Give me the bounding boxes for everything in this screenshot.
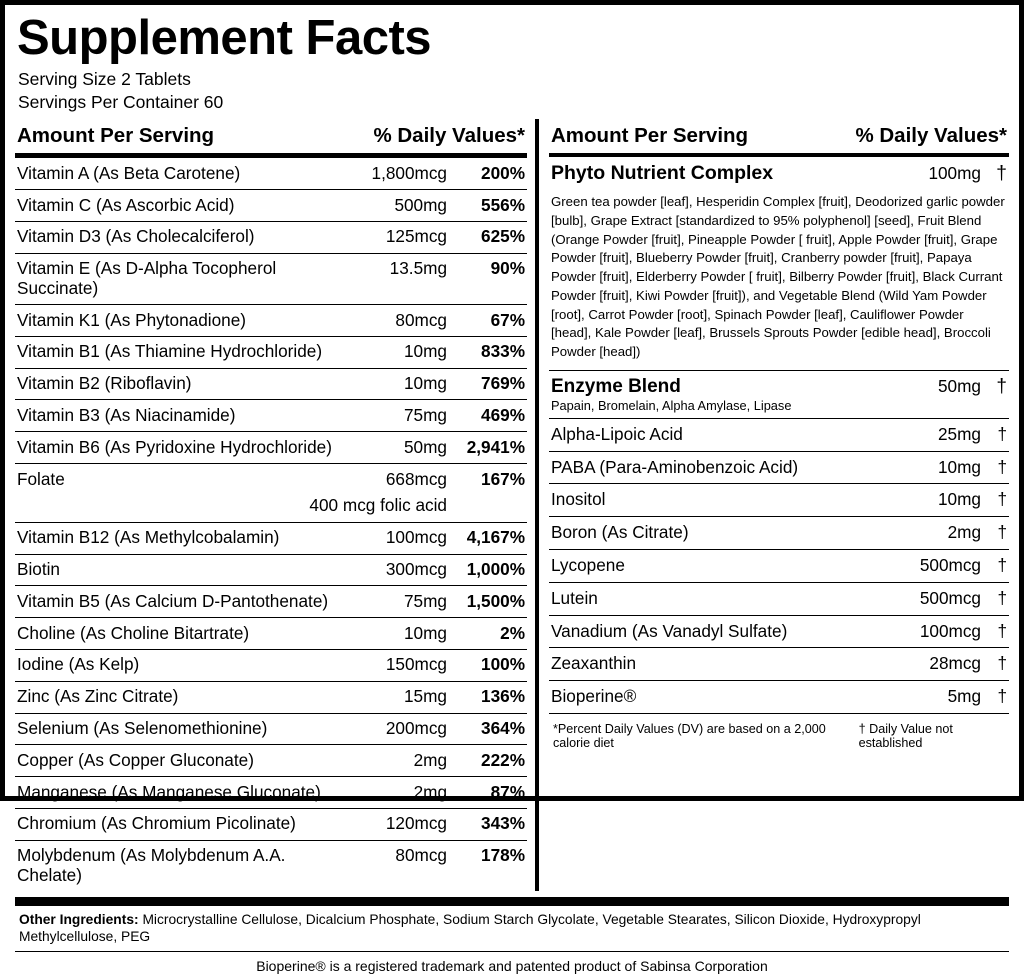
table-row <box>15 713 527 745</box>
table-row <box>15 399 527 431</box>
nutrient-dv: 87% <box>490 781 525 802</box>
nutrient-name: Zinc (As Zinc Citrate) <box>17 686 179 707</box>
nutrient-name: Alpha-Lipoic Acid <box>551 423 683 444</box>
facts-columns <box>15 119 1009 891</box>
nutrient-amount: 75mg <box>404 404 447 425</box>
nutrient-dv: 364% <box>481 718 525 738</box>
enzyme-blend-row <box>549 370 1009 398</box>
table-row <box>15 585 527 617</box>
nutrient-name: Lutein <box>551 587 598 608</box>
nutrient-name: Copper (As Copper Gluconate) <box>17 749 254 770</box>
nutrient-amount: 120mcg <box>385 813 447 834</box>
nutrient-amount: 50mg <box>404 436 447 457</box>
nutrient-name: Choline (As Choline Bitartrate) <box>17 622 250 643</box>
nutrient-amount: 2mg <box>413 781 447 802</box>
table-row <box>549 418 1009 451</box>
enzyme-amount: 50mg <box>938 375 981 396</box>
left-column-header <box>15 119 527 153</box>
table-row <box>15 649 527 681</box>
phyto-ingredients: Green tea powder [leaf], Hesperidin Complex [fruit], Deodorized garlic powder [bulb], Grape Extract [standardized to 95% polyphenol] [seed], Fruit Blend (Orange Powder [fruit], Pineapple Powder [ fruit], Apple Powder [fruit], Grape Powder [fruit], Blueberry Powder [fruit], Cranberry powder [fruit], Papaya Powder [fruit], Elderberry Powder [ fruit], Bilberry Powder [fruit], Black Currant Powder [fruit], Kiwi Powder [fruit]), and Vegetable Blend (Wild Yam Powder [root], Carrot Powder [root], Spinach Powder [leaf], Cauliflower Powder [head], Kale Powder [leaf], Brussels Sprouts Powder [edible head], Broccoli Powder [head]) <box>551 194 1005 360</box>
nutrient-dagger: † <box>997 456 1007 477</box>
other-ingredients <box>15 906 1009 950</box>
nutrient-name: Chromium (As Chromium Picolinate) <box>17 813 296 834</box>
nutrient-name: Vitamin K1 (As Phytonadione) <box>17 309 246 330</box>
phyto-nutrient-complex-row <box>549 157 1009 189</box>
nutrient-amount: 80mcg <box>395 845 447 866</box>
folate-note: 400 mcg folic acid <box>309 494 447 515</box>
nutrient-name: Folate <box>17 468 65 489</box>
table-row <box>549 483 1009 516</box>
nutrient-name: Vitamin B1 (As Thiamine Hydrochloride) <box>17 341 323 362</box>
nutrient-dv: 200% <box>481 162 525 183</box>
table-row <box>549 647 1009 680</box>
right-header-dv: % Daily Values* <box>855 124 1007 148</box>
nutrient-dagger: † <box>997 489 1007 510</box>
table-row <box>15 221 527 253</box>
nutrient-dv: 2,941% <box>466 436 525 457</box>
nutrient-amount: 125mcg <box>385 226 447 247</box>
table-row <box>15 522 527 554</box>
nutrient-amount: 300mcg <box>385 559 447 580</box>
table-row <box>15 617 527 649</box>
nutrient-dv: 556% <box>481 194 525 215</box>
nutrient-amount: 80mcg <box>395 309 447 330</box>
nutrient-name: Vitamin C (As Ascorbic Acid) <box>17 194 235 215</box>
table-row <box>15 808 527 840</box>
nutrient-amount: 500mcg <box>919 554 981 575</box>
table-row <box>15 253 527 305</box>
nutrient-name: Vitamin B6 (As Pyridoxine Hydrochloride) <box>17 436 332 457</box>
nutrient-dv: 4,167% <box>466 527 525 548</box>
table-row <box>15 304 527 336</box>
nutrient-dagger: † <box>997 522 1007 543</box>
nutrient-dv: 2% <box>500 622 525 643</box>
nutrient-amount: 150mcg <box>385 654 447 675</box>
nutrient-name: Biotin <box>17 559 60 580</box>
nutrient-amount: 500mg <box>394 194 447 215</box>
left-column <box>15 119 535 891</box>
nutrient-name: PABA (Para-Aminobenzoic Acid) <box>551 456 799 477</box>
nutrient-amount: 2mg <box>947 522 981 543</box>
right-column-header <box>549 119 1009 153</box>
nutrient-name: Vitamin A (As Beta Carotene) <box>17 162 241 183</box>
table-row-folate <box>15 463 527 495</box>
nutrient-dagger: † <box>997 620 1007 641</box>
table-row <box>549 615 1009 648</box>
nutrient-dagger: † <box>997 653 1007 674</box>
divider-thick-bottom <box>15 897 1009 906</box>
bottom-section <box>15 891 1009 978</box>
right-header-amount: Amount Per Serving <box>551 124 749 148</box>
phyto-dagger: † <box>996 162 1007 185</box>
phyto-amount: 100mg <box>928 163 981 184</box>
table-row <box>15 681 527 713</box>
nutrient-amount: 10mg <box>404 622 447 643</box>
nutrient-name: Bioperine® <box>551 686 637 707</box>
nutrient-amount: 13.5mg <box>389 258 447 279</box>
nutrient-dv: 100% <box>481 654 525 675</box>
footnotes <box>549 713 1009 750</box>
nutrient-dv: 167% <box>481 468 525 489</box>
nutrient-name: Iodine (As Kelp) <box>17 654 140 675</box>
nutrient-amount: 100mcg <box>919 620 981 641</box>
nutrient-amount: 2mg <box>413 749 447 770</box>
nutrient-amount: 10mg <box>404 373 447 394</box>
nutrient-dv: 833% <box>481 341 525 362</box>
nutrient-amount: 10mg <box>938 456 981 477</box>
nutrient-amount: 100mcg <box>385 527 447 548</box>
right-column <box>535 119 1009 891</box>
nutrient-name: Boron (As Citrate) <box>551 522 689 543</box>
table-row <box>549 516 1009 549</box>
nutrient-name: Zeaxanthin <box>551 653 637 674</box>
other-ingredients-label: Other Ingredients: <box>19 912 139 928</box>
footnote-daily-values: *Percent Daily Values (DV) are based on a 2,000 calorie diet <box>553 721 826 750</box>
nutrient-name: Vanadium (As Vanadyl Sulfate) <box>551 620 788 641</box>
enzyme-dagger: † <box>996 375 1007 397</box>
enzyme-name: Enzyme Blend <box>551 375 681 397</box>
nutrient-dv: 178% <box>481 845 525 866</box>
table-row <box>15 840 527 892</box>
nutrient-dv: 90% <box>490 258 525 279</box>
nutrient-amount: 15mg <box>404 686 447 707</box>
nutrient-amount: 500mcg <box>919 587 981 608</box>
nutrient-amount: 25mg <box>938 423 981 444</box>
enzyme-ingredients: Papain, Bromelain, Alpha Amylase, Lipase <box>551 397 792 413</box>
nutrient-dv: 1,000% <box>466 559 525 580</box>
nutrient-name: Vitamin B12 (As Methylcobalamin) <box>17 527 280 548</box>
table-row <box>15 336 527 368</box>
nutrient-dagger: † <box>997 587 1007 608</box>
nutrient-name: Vitamin E (As D-Alpha Tocopherol Succinate) <box>17 258 277 298</box>
nutrient-name: Selenium (As Selenomethionine) <box>17 718 268 738</box>
nutrient-dagger: † <box>997 554 1007 575</box>
nutrient-dv: 469% <box>481 404 525 425</box>
nutrient-amount: 200mcg <box>385 718 447 738</box>
nutrient-amount: 28mcg <box>929 653 981 674</box>
nutrient-amount: 5mg <box>947 686 981 707</box>
nutrient-amount: 1,800mcg <box>371 162 447 183</box>
nutrient-dv: 769% <box>481 373 525 394</box>
phyto-name: Phyto Nutrient Complex <box>551 162 774 185</box>
table-row <box>15 157 527 189</box>
nutrient-amount: 75mg <box>404 590 447 611</box>
nutrient-name: Molybdenum (As Molybdenum A.A. Chelate) <box>17 845 286 885</box>
table-row <box>15 554 527 586</box>
nutrient-dv: 136% <box>481 686 525 707</box>
nutrient-name: Vitamin B5 (As Calcium D-Pantothenate) <box>17 590 329 611</box>
nutrient-amount: 10mg <box>938 489 981 510</box>
nutrient-name: Vitamin D3 (As Cholecalciferol) <box>17 226 255 247</box>
table-row <box>549 549 1009 582</box>
table-row <box>15 189 527 221</box>
other-ingredients-list: Microcrystalline Cellulose, Dicalcium Phosphate, Sodium Starch Glycolate, Vegetable Stearates, Silicon Dioxide, Hydroxypropyl Methylcellulose, PEG <box>19 912 921 945</box>
left-header-amount: Amount Per Serving <box>17 124 215 148</box>
nutrient-dv: 625% <box>481 226 525 247</box>
left-header-dv: % Daily Values* <box>373 124 525 148</box>
table-row <box>549 680 1009 713</box>
nutrient-amount: 668mcg <box>385 468 447 489</box>
trademark-note: Bioperine® is a registered trademark and patented product of Sabinsa Corporation <box>256 958 768 975</box>
table-row <box>15 431 527 463</box>
serving-size: Serving Size 2 Tablets <box>18 69 191 90</box>
nutrient-name: Manganese (As Manganese Gluconate) <box>17 781 321 802</box>
nutrient-dagger: † <box>997 686 1007 707</box>
nutrient-dv: 67% <box>490 309 525 330</box>
nutrient-dv: 1,500% <box>466 590 525 611</box>
nutrient-name: Inositol <box>551 489 606 510</box>
nutrient-dagger: † <box>997 423 1007 444</box>
table-row <box>549 582 1009 615</box>
nutrient-name: Lycopene <box>551 554 625 575</box>
page-title: Supplement Facts <box>17 11 432 65</box>
nutrient-name: Vitamin B3 (As Niacinamide) <box>17 404 236 425</box>
table-row <box>15 776 527 808</box>
table-row <box>15 744 527 776</box>
table-row <box>549 451 1009 484</box>
table-row <box>15 368 527 400</box>
nutrient-name: Vitamin B2 (Riboflavin) <box>17 373 192 394</box>
nutrient-dv: 222% <box>481 749 525 770</box>
nutrient-amount: 10mg <box>404 341 447 362</box>
folate-note-row <box>15 495 527 522</box>
nutrient-dv: 343% <box>481 813 525 834</box>
servings-per-container: Servings Per Container 60 <box>18 91 224 112</box>
footnote-dagger: † Daily Value not established <box>858 721 953 750</box>
